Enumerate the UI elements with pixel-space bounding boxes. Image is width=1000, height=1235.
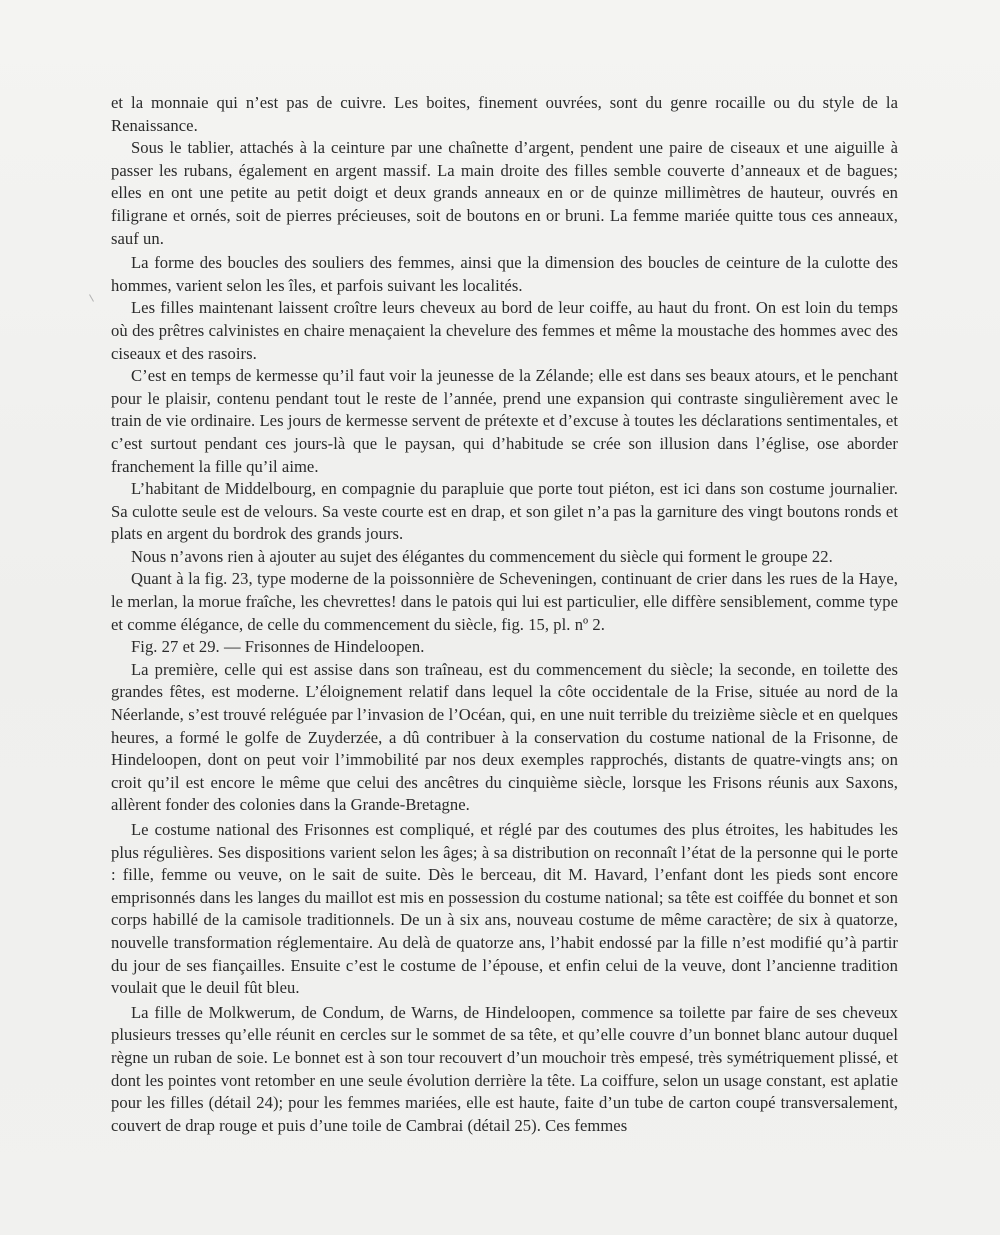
paragraph: Le costume national des Frisonnes est compliqué, et réglé par des coutumes des plus étroites, les habitudes les plus régulières. Ses dispositions varient selon les âges; à sa distribution on reconnaît l’état de la personne qui le porte : fille, femme ou veuve, on le sait de suite. Dès le berceau, dit M. Havard, l’enfant dont les pieds sont encore emprisonnés dans les langes du maillot est mis en possession du costume national; sa tête est coiffée du bonnet et son corps habillé de la camisole traditionnels. De un à six ans, nouveau costume de même caractère; de six à quatorze, nouvelle transformation réglementaire. Au delà de quatorze ans, l’habit endossé par la fille n’est modifié qu’à partir du jour de ses fiançailles. Ensuite c’est le costume de l’épouse, et enfin celui de la veuve, dont l’ancienne tradition voulait que le deuil fût bleu.: [111, 820, 898, 998]
section-heading: Fig. 27 et 29. — Frisonnes de Hindeloopen.: [131, 637, 425, 657]
paragraph: Quant à la fig. 23, type moderne de la poissonnière de Scheveningen, continuant de crier dans les rues de la Haye, le merlan, la morue fraîche, les chevrettes! dans le patois qui lui est particulier, elle diffère sensiblement, comme type et comme élégance, de celle du commencement du siècle, fig. 15, pl. nº 2.: [111, 569, 898, 634]
paragraph: L’habitant de Middelbourg, en compagnie du parapluie que porte tout piéton, est ici dans son costume journalier. Sa culotte seule est de velours. Sa veste courte est en drap, et son gilet n’a pas la garniture des vingt boutons ronds et plats en argent du bordrok des grands jours.: [111, 479, 898, 544]
paragraph: La forme des boucles des souliers des femmes, ainsi que la dimension des boucles de ceinture de la culotte des hommes, varient selon les îles, et parfois suivant les localités.: [111, 253, 898, 295]
margin-mark: [89, 294, 94, 301]
paragraph: Nous n’avons rien à ajouter au sujet des élégantes du commencement du siècle qui forment le groupe 22.: [131, 546, 833, 566]
paragraph: C’est en temps de kermesse qu’il faut voir la jeunesse de la Zélande; elle est dans ses beaux atours, et le penchant pour le plaisir, contenu pendant tout le reste de l’année, prend une expansion qui contraste singulièrement avec le train de vie ordinaire. Les jours de kermesse servent de prétexte et d’excuse à toutes les déclarations sentimentales, et c’est surtout pendant ces jours-là que le paysan, qui d’habitude se crée son illusion dans l’église, ose aborder franchement la fille qu’il aime.: [111, 366, 898, 476]
body-text: [111, 92, 898, 1137]
paragraph: et la monnaie qui n’est pas de cuivre. Les boites, finement ouvrées, sont du genre rocaille ou du style de la Renaissance.: [111, 93, 898, 135]
paragraph: Sous le tablier, attachés à la ceinture par une chaînette d’argent, pendent une paire de ciseaux et une aiguille à passer les rubans, également en argent massif. La main droite des filles semble couverte d’anneaux et de bagues; elles en ont une petite au petit doigt et deux grands anneaux en or de quinze millimètres de hauteur, ouvrés en filigrane et ornés, soit de pierres précieuses, soit de boutons en or bruni. La femme mariée quitte tous ces anneaux, sauf un.: [111, 138, 898, 248]
paragraph: La fille de Molkwerum, de Condum, de Warns, de Hindeloopen, commence sa toilette par faire de ses cheveux plusieurs tresses qu’elle réunit en cercles sur le sommet de sa tête, et qu’elle couvre d’un bonnet blanc autour duquel règne un ruban de soie. Le bonnet est à son tour recouvert d’un mouchoir très empesé, très symétriquement plissé, et dont les pointes vont retomber en une seule évolution derrière la tête. La coiffure, selon un usage constant, est aplatie pour les filles (détail 24); pour les femmes mariées, elle est haute, faite d’un tube de carton coupé transversalement, couvert de drap rouge et puis d’une toile de Cambrai (détail 25). Ces femmes: [111, 1002, 898, 1135]
paragraph: La première, celle qui est assise dans son traîneau, est du commencement du siècle; la seconde, en toilette des grandes fêtes, est moderne. L’éloignement relatif dans lequel la côte occidentale de la Frise, située au nord de la Néerlande, s’est trouvé reléguée par l’invasion de l’Océan, qui, en une nuit terrible du treizième siècle et en quelques heures, a formé le golfe de Zuyderzée, a dû contribuer à la conservation du costume national de la Frisonne, de Hindeloopen, dont on peut voir l’immobilité par nos deux exemples rapprochés, distants de quatre-vingts ans; on croit qu’il est encore le même que celui des ancêtres du cinquième siècle, lorsque les Frisons réunis aux Saxons, allèrent fonder des colonies dans la Grande-Bretagne.: [111, 659, 898, 815]
paragraph: Les filles maintenant laissent croître leurs cheveux au bord de leur coiffe, au haut du front. On est loin du temps où des prêtres calvinistes en chaire menaçaient la chevelure des femmes et même la moustache des hommes avec des ciseaux et des rasoirs.: [111, 298, 898, 363]
